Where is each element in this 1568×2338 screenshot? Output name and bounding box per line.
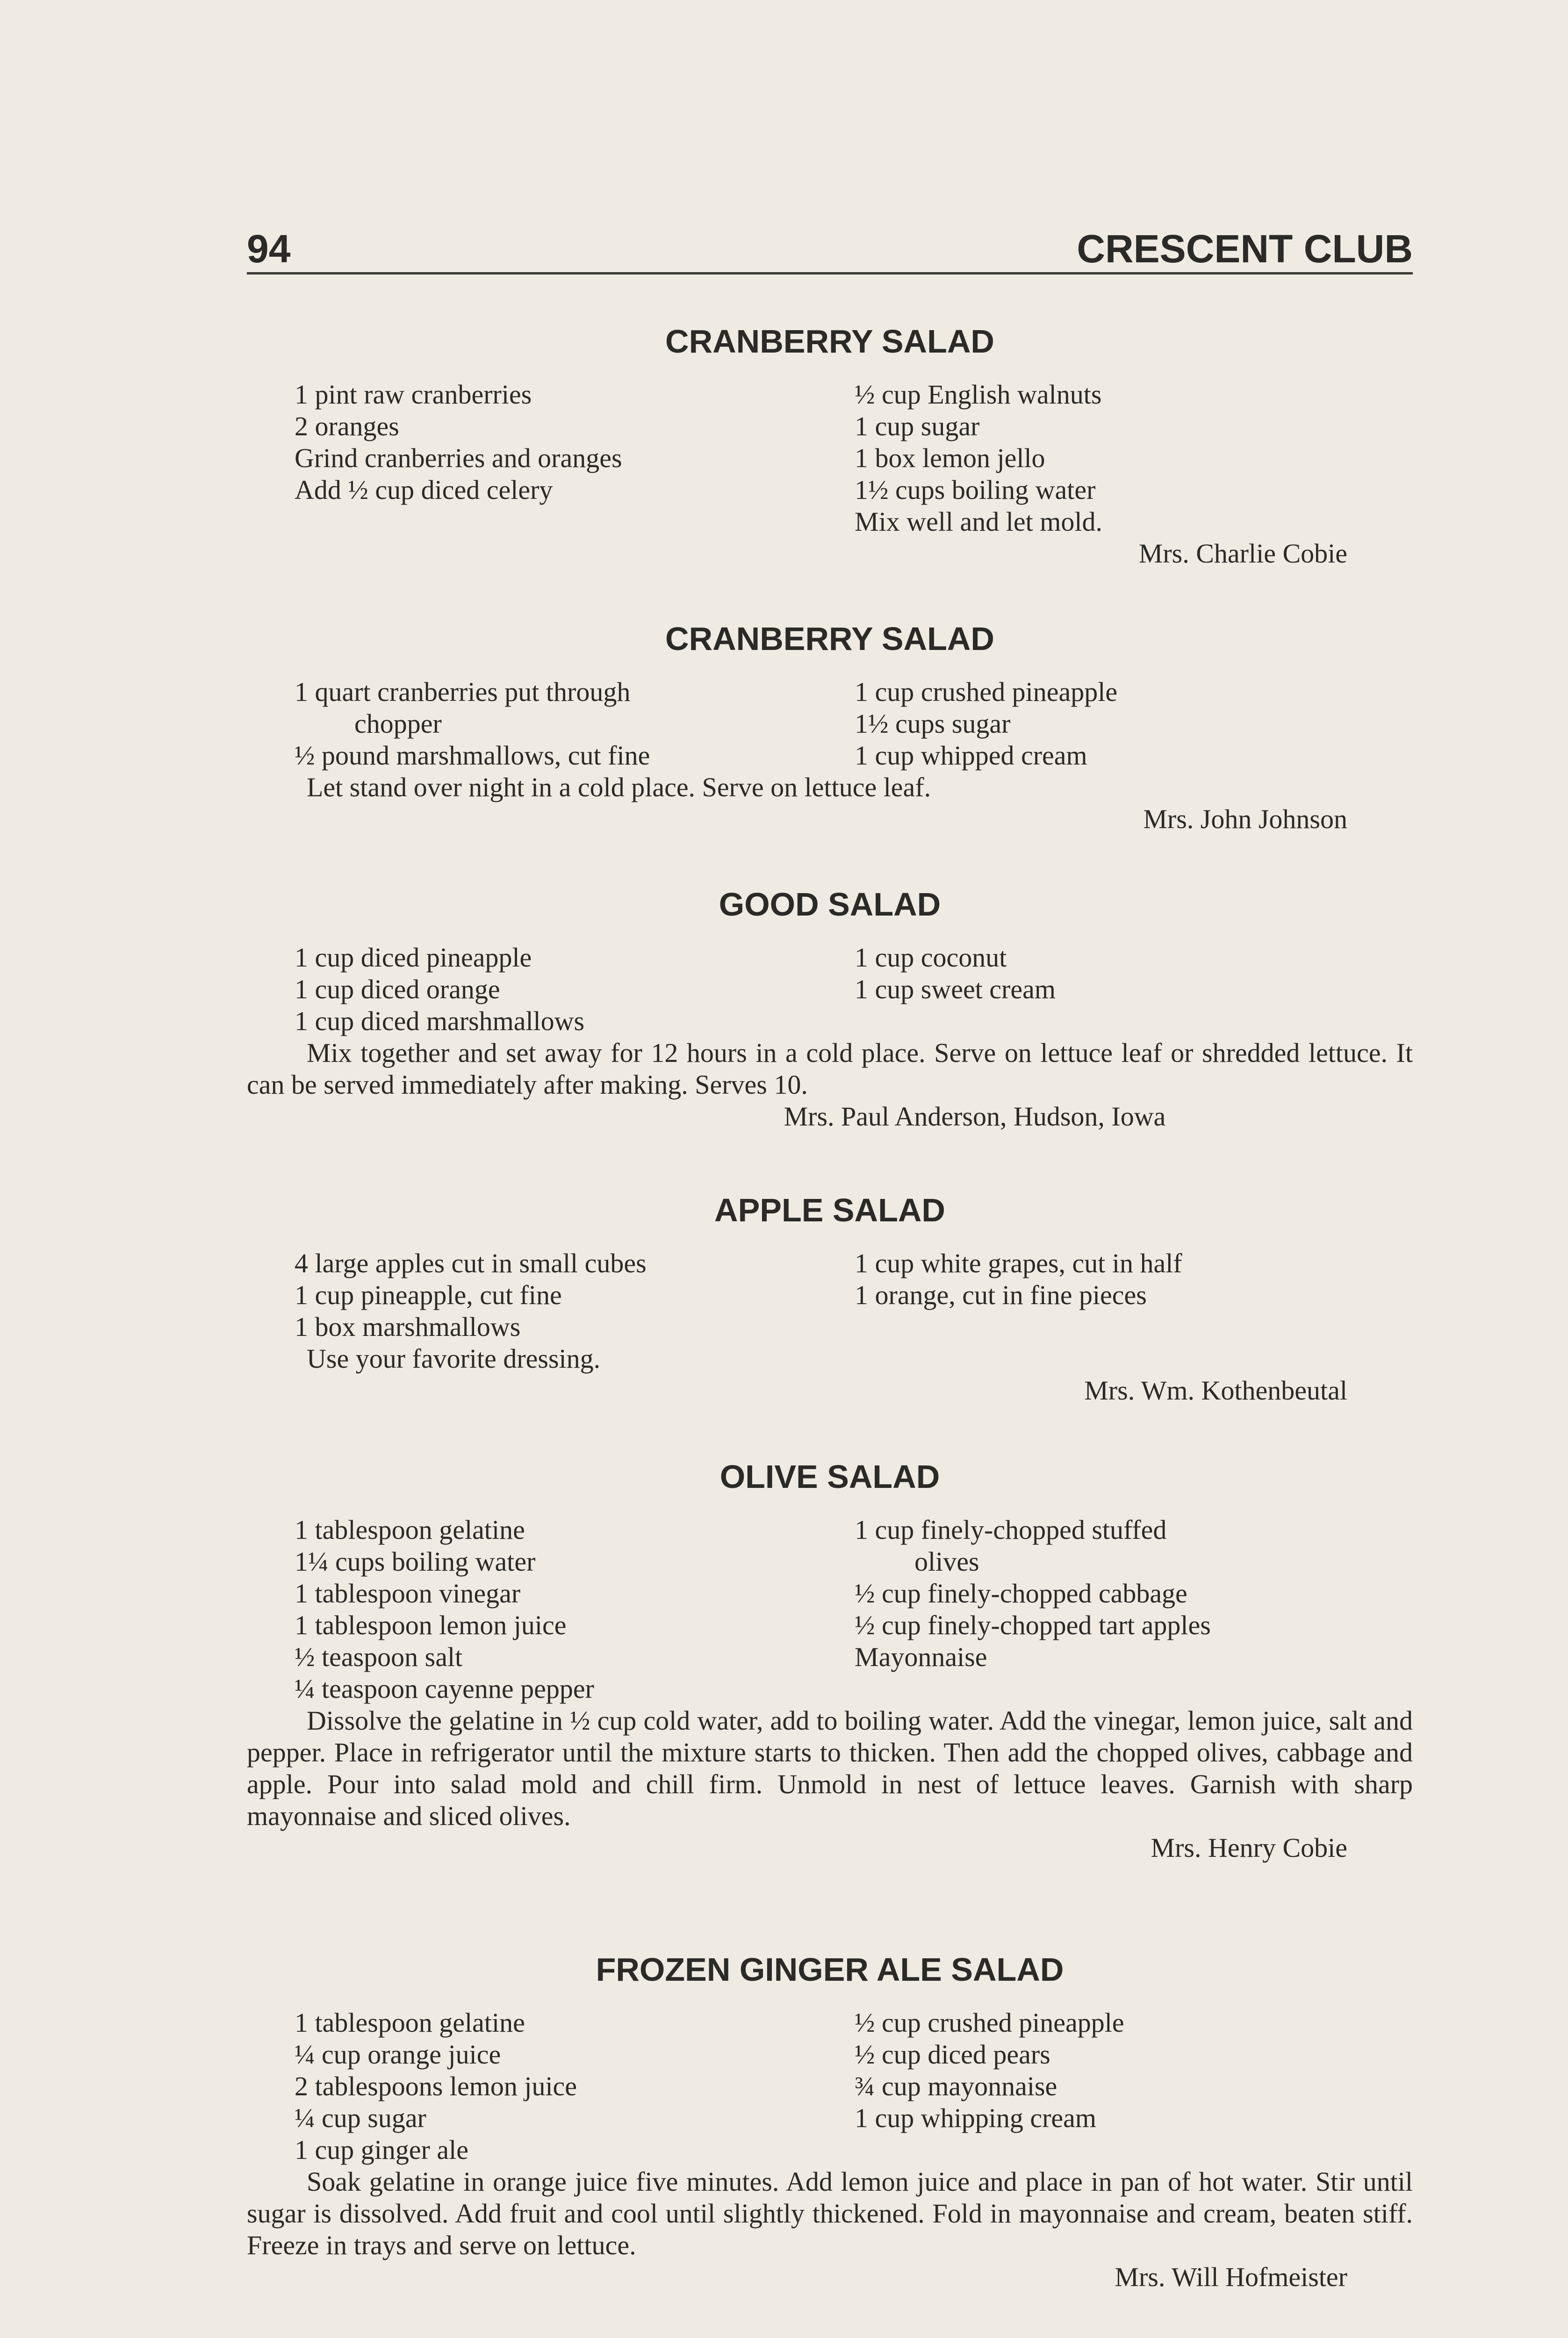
ingredients-left bbox=[295, 379, 622, 506]
ingredient: 1 cup diced pineapple bbox=[295, 942, 532, 973]
recipe-note: Let stand over night in a cold place. Serve on lettuce leaf. bbox=[307, 772, 931, 802]
recipe-directions: Soak gelatine in orange juice five minutes. Add lemon juice and place in pan of hot water. Stir until sugar is dissolved. Add fruit and cool until slightly thickened. Fold in mayonnaise and cream, beaten stiff. Freeze in trays and serve on lettuce. bbox=[247, 2166, 1413, 2260]
ingredient: 1 tablespoon vinegar bbox=[295, 1578, 521, 1609]
ingredients-left bbox=[295, 1248, 647, 1343]
ingredients bbox=[247, 1514, 1413, 1705]
ingredient: 1½ cups boiling water bbox=[855, 475, 1096, 505]
ingredient: 1 tablespoon gelatine bbox=[295, 2007, 525, 2038]
ingredients bbox=[247, 379, 1413, 538]
ingredient: ¼ teaspoon cayenne pepper bbox=[295, 1674, 594, 1704]
page-number: 94 bbox=[247, 227, 291, 271]
ingredient: Grind cranberries and oranges bbox=[295, 443, 622, 473]
ingredient: 1 cup sugar bbox=[855, 411, 980, 441]
ingredients-right bbox=[855, 2007, 1124, 2134]
ingredient: 1¼ cups boiling water bbox=[295, 1546, 536, 1577]
ingredients-left bbox=[295, 1514, 594, 1705]
ingredient: ½ cup English walnuts bbox=[855, 379, 1102, 410]
ingredients-right bbox=[855, 379, 1102, 538]
ingredient: ¼ cup orange juice bbox=[295, 2039, 501, 2070]
ingredient: 1 cup diced marshmallows bbox=[295, 1006, 585, 1036]
ingredient: Mayonnaise bbox=[855, 1642, 987, 1672]
ingredient: 1 tablespoon gelatine bbox=[295, 1515, 525, 1545]
recipe-author: Mrs. Charlie Cobie bbox=[1138, 538, 1347, 569]
ingredient: 1 cup crushed pineapple bbox=[855, 677, 1118, 707]
ingredient: ½ cup crushed pineapple bbox=[855, 2007, 1124, 2038]
ingredient: 1 quart cranberries put through bbox=[295, 677, 631, 707]
ingredients-right bbox=[855, 1248, 1182, 1311]
ingredient: ½ cup finely-chopped cabbage bbox=[855, 1578, 1187, 1609]
ingredients bbox=[247, 676, 1413, 772]
ingredient: ½ teaspoon salt bbox=[295, 1642, 463, 1672]
ingredient: 1 cup ginger ale bbox=[295, 2135, 469, 2165]
ingredient: 1½ cups sugar bbox=[855, 708, 1011, 739]
running-header bbox=[247, 224, 1413, 274]
recipe-author: Mrs. Henry Cobie bbox=[1151, 1833, 1347, 1863]
ingredients-right bbox=[855, 942, 1056, 1005]
recipe-title: CRANBERRY SALAD bbox=[665, 621, 994, 657]
recipe-directions: Dissolve the gelatine in ½ cup cold water, add to boiling water. Add the vinegar, lemon juice, salt and pepper. Place in refrigerator until the mixture starts to thicken. Then add the chopped olives, cabbage and apple. Pour into salad mold and chill firm. Unmold in nest of lettuce leaves. Garnish with sharp mayonnaise and sliced olives. bbox=[247, 1705, 1413, 1831]
ingredient: 1 box marshmallows bbox=[295, 1312, 521, 1342]
recipe-author: Mrs. Paul Anderson, Hudson, Iowa bbox=[784, 1101, 1166, 1132]
recipe-olive-salad bbox=[247, 1458, 1413, 1864]
recipe-apple-salad bbox=[247, 1191, 1413, 1407]
recipe-title: FROZEN GINGER ALE SALAD bbox=[596, 1951, 1064, 1988]
club-name: CRESCENT CLUB bbox=[1077, 227, 1413, 271]
ingredient: 4 large apples cut in small cubes bbox=[295, 1248, 647, 1278]
recipe-cranberry-salad-1 bbox=[247, 323, 1413, 570]
ingredient: 1 cup diced orange bbox=[295, 974, 500, 1004]
ingredient: ½ cup finely-chopped tart apples bbox=[855, 1610, 1211, 1640]
ingredients-left bbox=[295, 2007, 577, 2166]
recipe-author: Mrs. Wm. Kothenbeutal bbox=[1084, 1375, 1347, 1406]
ingredient: ¾ cup mayonnaise bbox=[855, 2071, 1057, 2101]
recipe-good-salad bbox=[247, 886, 1413, 1133]
recipe-title: APPLE SALAD bbox=[714, 1192, 945, 1228]
ingredient: 1 cup whipped cream bbox=[855, 740, 1087, 771]
ingredients bbox=[247, 2007, 1413, 2166]
recipe-cranberry-salad-2 bbox=[247, 620, 1413, 835]
ingredient: ¼ cup sugar bbox=[295, 2103, 426, 2133]
ingredients-left bbox=[295, 676, 650, 772]
ingredient: Add ½ cup diced celery bbox=[295, 475, 553, 505]
recipe-author: Mrs. John Johnson bbox=[1143, 804, 1347, 834]
ingredient: 1 cup finely-chopped stuffed bbox=[855, 1515, 1167, 1545]
recipe-frozen-ginger-ale-salad bbox=[247, 1951, 1413, 2293]
ingredient: 1 orange, cut in fine pieces bbox=[855, 1280, 1147, 1310]
ingredient: ½ pound marshmallows, cut fine bbox=[295, 740, 650, 771]
ingredients-right bbox=[855, 676, 1117, 772]
recipe-directions: Mix together and set away for 12 hours in a cold place. Serve on lettuce leaf or shredded lettuce. It can be served immediately after making. Serves 10. bbox=[247, 1038, 1413, 1100]
ingredient: 1 tablespoon lemon juice bbox=[295, 1610, 567, 1640]
recipe-author: Mrs. Will Hofmeister bbox=[1115, 2262, 1347, 2292]
recipe-note: Use your favorite dressing. bbox=[307, 1343, 601, 1374]
ingredient: 1 pint raw cranberries bbox=[295, 379, 532, 410]
ingredients-right bbox=[855, 1514, 1211, 1673]
ingredient: 1 cup white grapes, cut in half bbox=[855, 1248, 1182, 1278]
ingredient: 1 cup coconut bbox=[855, 942, 1007, 973]
ingredient: 2 tablespoons lemon juice bbox=[295, 2071, 577, 2101]
ingredient: 1 cup whipping cream bbox=[855, 2103, 1097, 2133]
recipe-title: CRANBERRY SALAD bbox=[665, 323, 994, 360]
ingredient: Mix well and let mold. bbox=[855, 506, 1102, 537]
ingredients bbox=[247, 942, 1413, 1037]
ingredient: chopper bbox=[354, 708, 442, 739]
ingredient: 1 cup sweet cream bbox=[855, 974, 1056, 1004]
recipe-title: GOOD SALAD bbox=[719, 886, 941, 923]
ingredients-left bbox=[295, 942, 584, 1037]
ingredient: ½ cup diced pears bbox=[855, 2039, 1050, 2070]
ingredients bbox=[247, 1248, 1413, 1343]
recipe-title: OLIVE SALAD bbox=[719, 1458, 940, 1495]
ingredient: 2 oranges bbox=[295, 411, 399, 441]
ingredient: 1 box lemon jello bbox=[855, 443, 1045, 473]
ingredient: 1 cup pineapple, cut fine bbox=[295, 1280, 562, 1310]
ingredient: olives bbox=[914, 1546, 979, 1577]
